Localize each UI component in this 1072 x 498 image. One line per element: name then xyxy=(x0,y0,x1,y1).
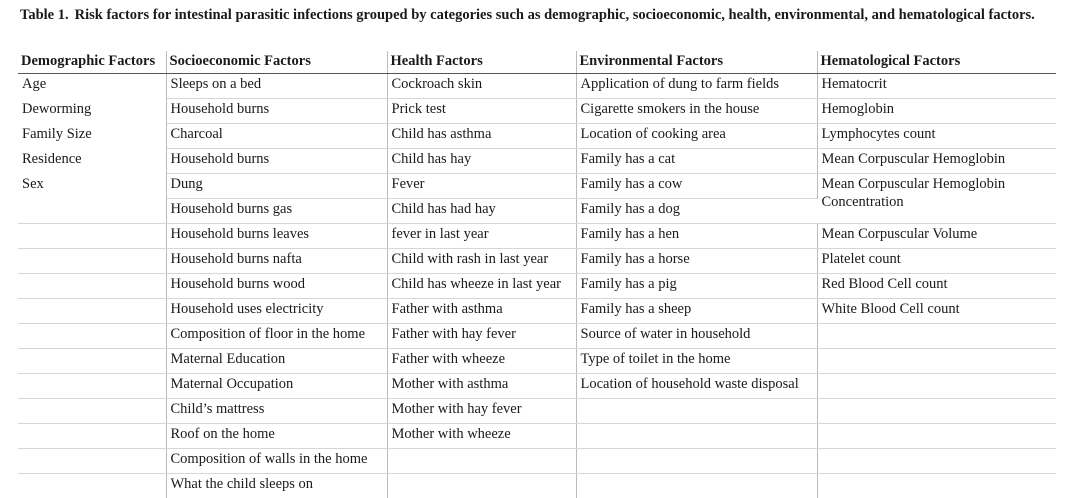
cell-hematological: Lymphocytes count xyxy=(817,124,1056,149)
cell-health: Father with asthma xyxy=(387,299,576,324)
cell-demographic: Sex xyxy=(18,174,166,199)
header-health: Health Factors xyxy=(387,51,576,74)
cell-demographic: Deworming xyxy=(18,99,166,124)
cell-environmental: Family has a hen xyxy=(576,224,817,249)
cell-demographic xyxy=(18,474,166,498)
cell-demographic xyxy=(18,399,166,424)
cell-socioeconomic: Roof on the home xyxy=(166,424,387,449)
cell-socioeconomic: Composition of floor in the home xyxy=(166,324,387,349)
cell-health: Mother with wheeze xyxy=(387,424,576,449)
cell-health: Child has hay xyxy=(387,149,576,174)
table-header-row xyxy=(18,51,1056,74)
table-row xyxy=(18,249,1056,274)
cell-health: Mother with asthma xyxy=(387,374,576,399)
table-row xyxy=(18,474,1056,498)
cell-environmental: Location of household waste disposal xyxy=(576,374,817,399)
table-row xyxy=(18,274,1056,299)
header-hematological: Hematological Factors xyxy=(817,51,1056,74)
cell-demographic xyxy=(18,299,166,324)
cell-health: fever in last year xyxy=(387,224,576,249)
cell-environmental: Location of cooking area xyxy=(576,124,817,149)
cell-hematological xyxy=(817,399,1056,424)
cell-hematological xyxy=(817,449,1056,474)
cell-environmental: Family has a horse xyxy=(576,249,817,274)
cell-demographic: Age xyxy=(18,74,166,99)
cell-socioeconomic: Household burns leaves xyxy=(166,224,387,249)
table-row xyxy=(18,349,1056,374)
cell-health: Father with wheeze xyxy=(387,349,576,374)
cell-health: Child with rash in last year xyxy=(387,249,576,274)
cell-environmental: Application of dung to farm fields xyxy=(576,74,817,99)
cell-environmental: Source of water in household xyxy=(576,324,817,349)
header-socioeconomic: Socioeconomic Factors xyxy=(166,51,387,74)
cell-hematological xyxy=(817,349,1056,374)
cell-hematological xyxy=(817,324,1056,349)
cell-environmental: Type of toilet in the home xyxy=(576,349,817,374)
cell-demographic xyxy=(18,199,166,224)
cell-environmental: Family has a dog xyxy=(576,199,817,224)
table-row xyxy=(18,449,1056,474)
cell-environmental xyxy=(576,449,817,474)
table-caption xyxy=(20,7,1050,24)
cell-health: Prick test xyxy=(387,99,576,124)
cell-environmental xyxy=(576,424,817,449)
table-row xyxy=(18,149,1056,174)
cell-health: Child has had hay xyxy=(387,199,576,224)
caption-text: Risk factors for intestinal parasitic infections grouped by categories such as demographic, socioeconomic, health, environmental, and hematological factors. xyxy=(75,7,1035,23)
cell-demographic xyxy=(18,224,166,249)
table-row xyxy=(18,74,1056,99)
cell-environmental: Family has a sheep xyxy=(576,299,817,324)
cell-hematological: Red Blood Cell count xyxy=(817,274,1056,299)
cell-socioeconomic: Child’s mattress xyxy=(166,399,387,424)
cell-socioeconomic: Dung xyxy=(166,174,387,199)
cell-socioeconomic: Maternal Education xyxy=(166,349,387,374)
cell-health: Father with hay fever xyxy=(387,324,576,349)
cell-socioeconomic: What the child sleeps on xyxy=(166,474,387,498)
cell-hematological: Mean Corpuscular Hemoglobin Concentration xyxy=(817,174,1056,224)
cell-environmental xyxy=(576,474,817,498)
table-row xyxy=(18,124,1056,149)
cell-environmental: Family has a cat xyxy=(576,149,817,174)
cell-health: Cockroach skin xyxy=(387,74,576,99)
table-row xyxy=(18,224,1056,249)
cell-demographic xyxy=(18,374,166,399)
cell-environmental: Family has a cow xyxy=(576,174,817,199)
cell-socioeconomic: Maternal Occupation xyxy=(166,374,387,399)
cell-socioeconomic: Household burns wood xyxy=(166,274,387,299)
cell-socioeconomic: Sleeps on a bed xyxy=(166,74,387,99)
cell-hematological: Platelet count xyxy=(817,249,1056,274)
cell-health: Child has wheeze in last year xyxy=(387,274,576,299)
cell-hematological xyxy=(817,474,1056,498)
caption-label: Table 1. xyxy=(20,7,69,23)
cell-socioeconomic: Composition of walls in the home xyxy=(166,449,387,474)
cell-environmental: Family has a pig xyxy=(576,274,817,299)
cell-health xyxy=(387,474,576,498)
cell-hematological: Hemoglobin xyxy=(817,99,1056,124)
cell-socioeconomic: Charcoal xyxy=(166,124,387,149)
cell-demographic: Family Size xyxy=(18,124,166,149)
risk-factors-table xyxy=(18,51,1056,498)
table-row xyxy=(18,324,1056,349)
cell-hematological: Hematocrit xyxy=(817,74,1056,99)
cell-socioeconomic: Household burns nafta xyxy=(166,249,387,274)
cell-demographic xyxy=(18,349,166,374)
cell-demographic: Residence xyxy=(18,149,166,174)
cell-environmental xyxy=(576,399,817,424)
table-row xyxy=(18,99,1056,124)
cell-demographic xyxy=(18,324,166,349)
table-body xyxy=(18,74,1056,498)
cell-health xyxy=(387,449,576,474)
cell-socioeconomic: Household burns xyxy=(166,149,387,174)
cell-health: Fever xyxy=(387,174,576,199)
table-row xyxy=(18,399,1056,424)
cell-hematological xyxy=(817,374,1056,399)
cell-hematological: Mean Corpuscular Volume xyxy=(817,224,1056,249)
header-demographic: Demographic Factors xyxy=(18,51,166,74)
table-row xyxy=(18,174,1056,199)
cell-demographic xyxy=(18,424,166,449)
cell-demographic xyxy=(18,249,166,274)
cell-hematological xyxy=(817,424,1056,449)
table-row xyxy=(18,374,1056,399)
cell-health: Mother with hay fever xyxy=(387,399,576,424)
header-environmental: Environmental Factors xyxy=(576,51,817,74)
cell-health: Child has asthma xyxy=(387,124,576,149)
cell-environmental: Cigarette smokers in the house xyxy=(576,99,817,124)
cell-hematological: White Blood Cell count xyxy=(817,299,1056,324)
cell-hematological: Mean Corpuscular Hemoglobin xyxy=(817,149,1056,174)
cell-demographic xyxy=(18,449,166,474)
table-row xyxy=(18,299,1056,324)
cell-socioeconomic: Household uses electricity xyxy=(166,299,387,324)
table-row xyxy=(18,424,1056,449)
cell-demographic xyxy=(18,274,166,299)
cell-socioeconomic: Household burns gas xyxy=(166,199,387,224)
cell-socioeconomic: Household burns xyxy=(166,99,387,124)
